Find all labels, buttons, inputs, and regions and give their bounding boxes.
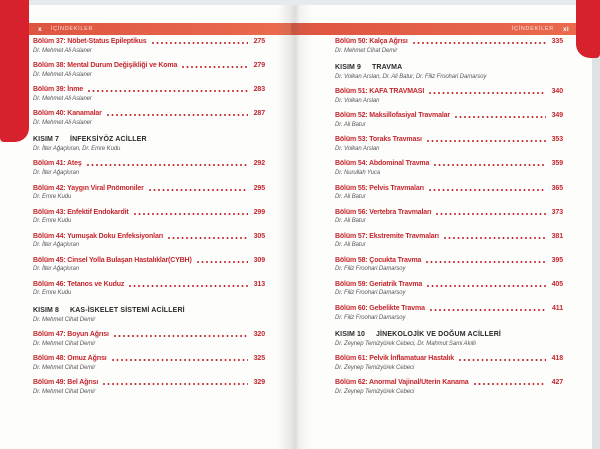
page-edge-background — [592, 0, 600, 449]
dot-leader — [426, 261, 546, 263]
dot-leader — [107, 114, 248, 116]
chapter-title: Bölüm 39: İnme — [33, 86, 84, 94]
toc-section — [33, 305, 265, 323]
chapter-page-number: 287 — [253, 110, 265, 118]
dot-leader — [436, 213, 546, 215]
chapter-title: Bölüm 51: KAFA TRAVMASI — [335, 88, 425, 96]
chapter-author: Dr. Mehmet Cihat Demir — [33, 364, 96, 371]
chapter-title-row — [335, 379, 563, 386]
chapter-page-number: 353 — [551, 136, 563, 144]
chapter-page-number: 295 — [253, 184, 265, 192]
toc-section — [33, 134, 265, 152]
chapter-title: Bölüm 52: Maksillofasiyal Travmalar — [335, 112, 450, 120]
toc-entry — [33, 209, 265, 225]
chapter-author: Dr. Zeynep Temizyürek Cebeci — [335, 388, 415, 395]
left-header-title: İÇİNDEKİLER — [50, 26, 94, 32]
section-heading-row — [33, 136, 265, 143]
toc-entry — [33, 281, 265, 297]
chapter-title-row — [335, 112, 563, 119]
chapter-title: Bölüm 61: Pelvik İnflamatuar Hastalık — [335, 355, 454, 363]
chapter-title: Bölüm 43: Enfektif Endokardit — [33, 208, 129, 216]
chapter-page-number: 325 — [253, 355, 265, 363]
chapter-title-row — [335, 38, 563, 45]
dot-leader — [197, 261, 248, 263]
chapter-author: Dr. Volkan Arslan — [335, 145, 380, 152]
dot-leader — [129, 285, 248, 287]
chapter-author: Dr. Mehmet Ali Aslaner — [33, 95, 92, 102]
chapter-title: Bölüm 37: Nöbet-Status Epileptikus — [33, 38, 147, 45]
dot-leader — [459, 359, 546, 361]
chapter-author: Dr. Mehmet Cihat Demir — [33, 388, 96, 395]
chapter-title-row — [33, 209, 265, 216]
chapter-author: Dr. Volkan Arslan — [335, 97, 380, 104]
section-label: KISIM 8 — [33, 307, 59, 315]
section-heading-row — [335, 64, 563, 71]
section-heading-row — [33, 307, 265, 314]
toc-entry — [33, 379, 265, 395]
chapter-title-row — [33, 160, 265, 167]
chapter-author: Dr. Mehmet Cihat Demir — [335, 47, 398, 54]
chapter-page-number: 340 — [551, 88, 563, 96]
section-label: KISIM 9 — [335, 64, 361, 72]
section-label: KISIM 10 — [335, 331, 365, 339]
toc-entry — [33, 62, 265, 78]
toc-entry — [335, 233, 563, 249]
chapter-author: Dr. Filiz Froohari Damarsoy — [335, 290, 406, 297]
chapter-page-number: 418 — [551, 355, 563, 363]
dot-leader — [112, 359, 248, 361]
chapter-title-row — [33, 281, 265, 288]
dot-leader — [87, 164, 248, 166]
chapter-page-number: 359 — [551, 160, 563, 168]
section-authors: Dr. İlter Ağaçkıran, Dr. Emre Kudu — [33, 145, 121, 152]
chapter-title-row — [33, 355, 265, 362]
section-heading-row — [335, 331, 563, 338]
toc-entry — [33, 257, 265, 273]
section-authors: Dr. Mehmet Cihat Demir — [33, 316, 96, 323]
toc-entry — [335, 160, 563, 176]
dot-leader — [427, 140, 546, 142]
toc-entry — [33, 355, 265, 371]
dot-leader — [474, 383, 546, 385]
dot-leader — [168, 237, 248, 239]
page-left — [0, 5, 291, 449]
dot-leader — [429, 92, 546, 94]
chapter-title-row — [335, 233, 563, 240]
chapter-page-number: 349 — [551, 112, 563, 120]
chapter-page-number: 292 — [253, 160, 265, 168]
chapter-author: Dr. Filiz Froohari Damarsoy — [335, 314, 406, 321]
chapter-author: Dr. Emre Kudu — [33, 290, 72, 297]
chapter-page-number: 279 — [253, 62, 265, 70]
chapter-author: Dr. Ali Batur — [335, 194, 366, 201]
right-corner-tab — [576, 0, 600, 58]
chapter-author: Dr. Mehmet Ali Aslaner — [33, 47, 92, 54]
chapter-title-row — [335, 209, 563, 216]
chapter-title-row — [335, 136, 563, 143]
section-title: JİNEKOLOJİK VE DOĞUM ACİLLERİ — [375, 331, 502, 339]
chapter-author: Dr. Filiz Froohari Damarsoy — [335, 266, 406, 273]
chapter-author: Dr. İlter Ağaçkıran — [33, 169, 80, 176]
section-title: KAS-İSKELET SİSTEMİ ACİLLERİ — [69, 307, 185, 315]
dot-leader — [114, 335, 248, 337]
chapter-title: Bölüm 38: Mental Durum Değişikliği ve Koma — [33, 62, 178, 70]
dot-leader — [103, 383, 248, 385]
chapter-author: Dr. Mehmet Ali Aslaner — [33, 119, 92, 126]
dot-leader — [88, 90, 248, 92]
chapter-title: Bölüm 50: Kalça Ağrısı — [335, 38, 408, 45]
dot-leader — [429, 189, 546, 191]
chapter-page-number: 335 — [551, 38, 563, 45]
chapter-page-number: 427 — [551, 379, 563, 387]
toc-entry — [335, 185, 563, 201]
chapter-title: Bölüm 59: Geriatrik Travma — [335, 280, 423, 288]
right-header-title: İÇİNDEKİLER — [511, 26, 554, 32]
chapter-title-row — [335, 257, 563, 264]
chapter-author: Dr. İlter Ağaçkıran — [33, 266, 80, 273]
chapter-title-row — [33, 379, 265, 386]
chapter-title-row — [335, 305, 563, 312]
chapter-author: Dr. Zeynep Temizyürek Cebeci — [335, 364, 415, 371]
chapter-title-row — [33, 331, 265, 338]
chapter-page-number: 405 — [551, 280, 563, 288]
chapter-page-number: 373 — [551, 208, 563, 216]
chapter-author: Dr. Ali Batur — [335, 121, 366, 128]
toc-entry — [33, 331, 265, 347]
chapter-title: Bölüm 42: Yaygın Viral Pnömoniler — [33, 184, 144, 192]
chapter-title-row — [335, 355, 563, 362]
chapter-author: Dr. İlter Ağaçkıran — [33, 242, 80, 249]
chapter-title-row — [33, 233, 265, 240]
section-authors: Dr. Volkan Arslan, Dr. Ali Batur, Dr. Filiz Froohari Damarsoy — [335, 73, 487, 80]
chapter-title: Bölüm 53: Toraks Travması — [335, 136, 422, 144]
dot-leader — [455, 116, 546, 118]
chapter-title-row — [335, 88, 563, 95]
toc-entry — [335, 257, 563, 273]
page-right — [291, 5, 592, 449]
chapter-title-row — [33, 86, 265, 93]
dot-leader — [427, 285, 546, 287]
toc-entry — [335, 209, 563, 225]
chapter-page-number: 365 — [551, 184, 563, 192]
dot-leader — [413, 42, 546, 44]
chapter-title: Bölüm 62: Anormal Vajinal/Uterin Kanama — [335, 379, 469, 387]
dot-leader — [134, 213, 248, 215]
toc-entry — [335, 112, 563, 128]
chapter-title-row — [33, 62, 265, 69]
chapter-page-number: 305 — [253, 232, 265, 240]
chapter-title: Bölüm 55: Pelvis Travmaları — [335, 184, 424, 192]
toc-entry — [33, 38, 265, 54]
toc-entry — [335, 379, 563, 395]
chapter-title: Bölüm 60: Gebelikte Travma — [335, 305, 425, 313]
chapter-author: Dr. Nurullah Yuca — [335, 169, 381, 176]
toc-entry — [33, 110, 265, 126]
toc-entry — [335, 305, 563, 321]
chapter-page-number: 283 — [253, 86, 265, 94]
dot-leader — [182, 66, 248, 68]
chapter-author: Dr. Ali Batur — [335, 218, 366, 225]
chapter-page-number: 381 — [551, 232, 563, 240]
right-toc-list — [335, 38, 563, 403]
left-toc-list — [33, 38, 265, 403]
left-page-number: x — [38, 25, 42, 33]
chapter-title: Bölüm 45: Cinsel Yolla Bulaşan Hastalıklar(CYBH) — [33, 256, 192, 264]
chapter-title: Bölüm 57: Ekstremite Travmaları — [335, 232, 439, 240]
chapter-title: Bölüm 54: Abdominal Travma — [335, 160, 430, 168]
chapter-title: Bölüm 47: Boyun Ağrısı — [33, 331, 109, 339]
toc-entry — [335, 136, 563, 152]
left-corner-tab — [0, 0, 29, 142]
chapter-author: Dr. Mehmet Ali Aslaner — [33, 71, 92, 78]
chapter-title: Bölüm 49: Bel Ağrısı — [33, 379, 99, 387]
right-page-number: xi — [562, 25, 569, 33]
toc-entry — [335, 38, 563, 54]
dot-leader — [430, 309, 546, 311]
toc-section — [335, 329, 563, 347]
dot-leader — [444, 237, 546, 239]
toc-entry — [33, 185, 265, 201]
chapter-page-number: 299 — [253, 208, 265, 216]
toc-entry — [33, 160, 265, 176]
dot-leader — [149, 189, 248, 191]
chapter-title: Bölüm 48: Omuz Ağrısı — [33, 355, 107, 363]
chapter-title-row — [33, 38, 265, 45]
section-authors: Dr. Zeynep Temizyürek Cebeci, Dr. Mahmut Sami Akıllı — [335, 340, 476, 347]
chapter-title: Bölüm 41: Ateş — [33, 160, 82, 168]
toc-entry — [335, 88, 563, 104]
chapter-title: Bölüm 58: Çocukta Travma — [335, 256, 422, 264]
right-header-bar — [291, 23, 592, 35]
chapter-page-number: 395 — [551, 256, 563, 264]
chapter-title: Bölüm 44: Yumuşak Doku Enfeksiyonları — [33, 232, 164, 240]
toc-entry — [33, 86, 265, 102]
chapter-page-number: 275 — [253, 38, 265, 45]
chapter-title: Bölüm 56: Vertebra Travmaları — [335, 208, 432, 216]
left-header-bar — [29, 23, 291, 35]
chapter-author: Dr. Mehmet Cihat Demir — [33, 340, 96, 347]
section-label: KISIM 7 — [33, 136, 59, 144]
section-title: İNFEKSİYÖZ ACİLLER — [69, 136, 147, 144]
chapter-author: Dr. Emre Kudu — [33, 218, 72, 225]
chapter-title-row — [335, 185, 563, 192]
chapter-title: Bölüm 40: Kanamalar — [33, 110, 102, 118]
toc-entry — [335, 281, 563, 297]
section-title: TRAVMA — [371, 64, 403, 72]
chapter-title: Bölüm 46: Tetanos ve Kuduz — [33, 280, 125, 288]
chapter-author: Dr. Ali Batur — [335, 242, 366, 249]
chapter-title-row — [33, 185, 265, 192]
chapter-page-number: 320 — [253, 331, 265, 339]
chapter-title-row — [335, 281, 563, 288]
dot-leader — [152, 42, 248, 44]
dot-leader — [434, 164, 546, 166]
chapter-page-number: 309 — [253, 256, 265, 264]
toc-entry — [335, 355, 563, 371]
chapter-title-row — [33, 110, 265, 117]
chapter-author: Dr. Emre Kudu — [33, 194, 72, 201]
chapter-page-number: 329 — [253, 379, 265, 387]
chapter-page-number: 313 — [253, 280, 265, 288]
chapter-title-row — [335, 160, 563, 167]
toc-section — [335, 62, 563, 80]
chapter-title-row — [33, 257, 265, 264]
chapter-page-number: 411 — [552, 305, 563, 313]
toc-entry — [33, 233, 265, 249]
